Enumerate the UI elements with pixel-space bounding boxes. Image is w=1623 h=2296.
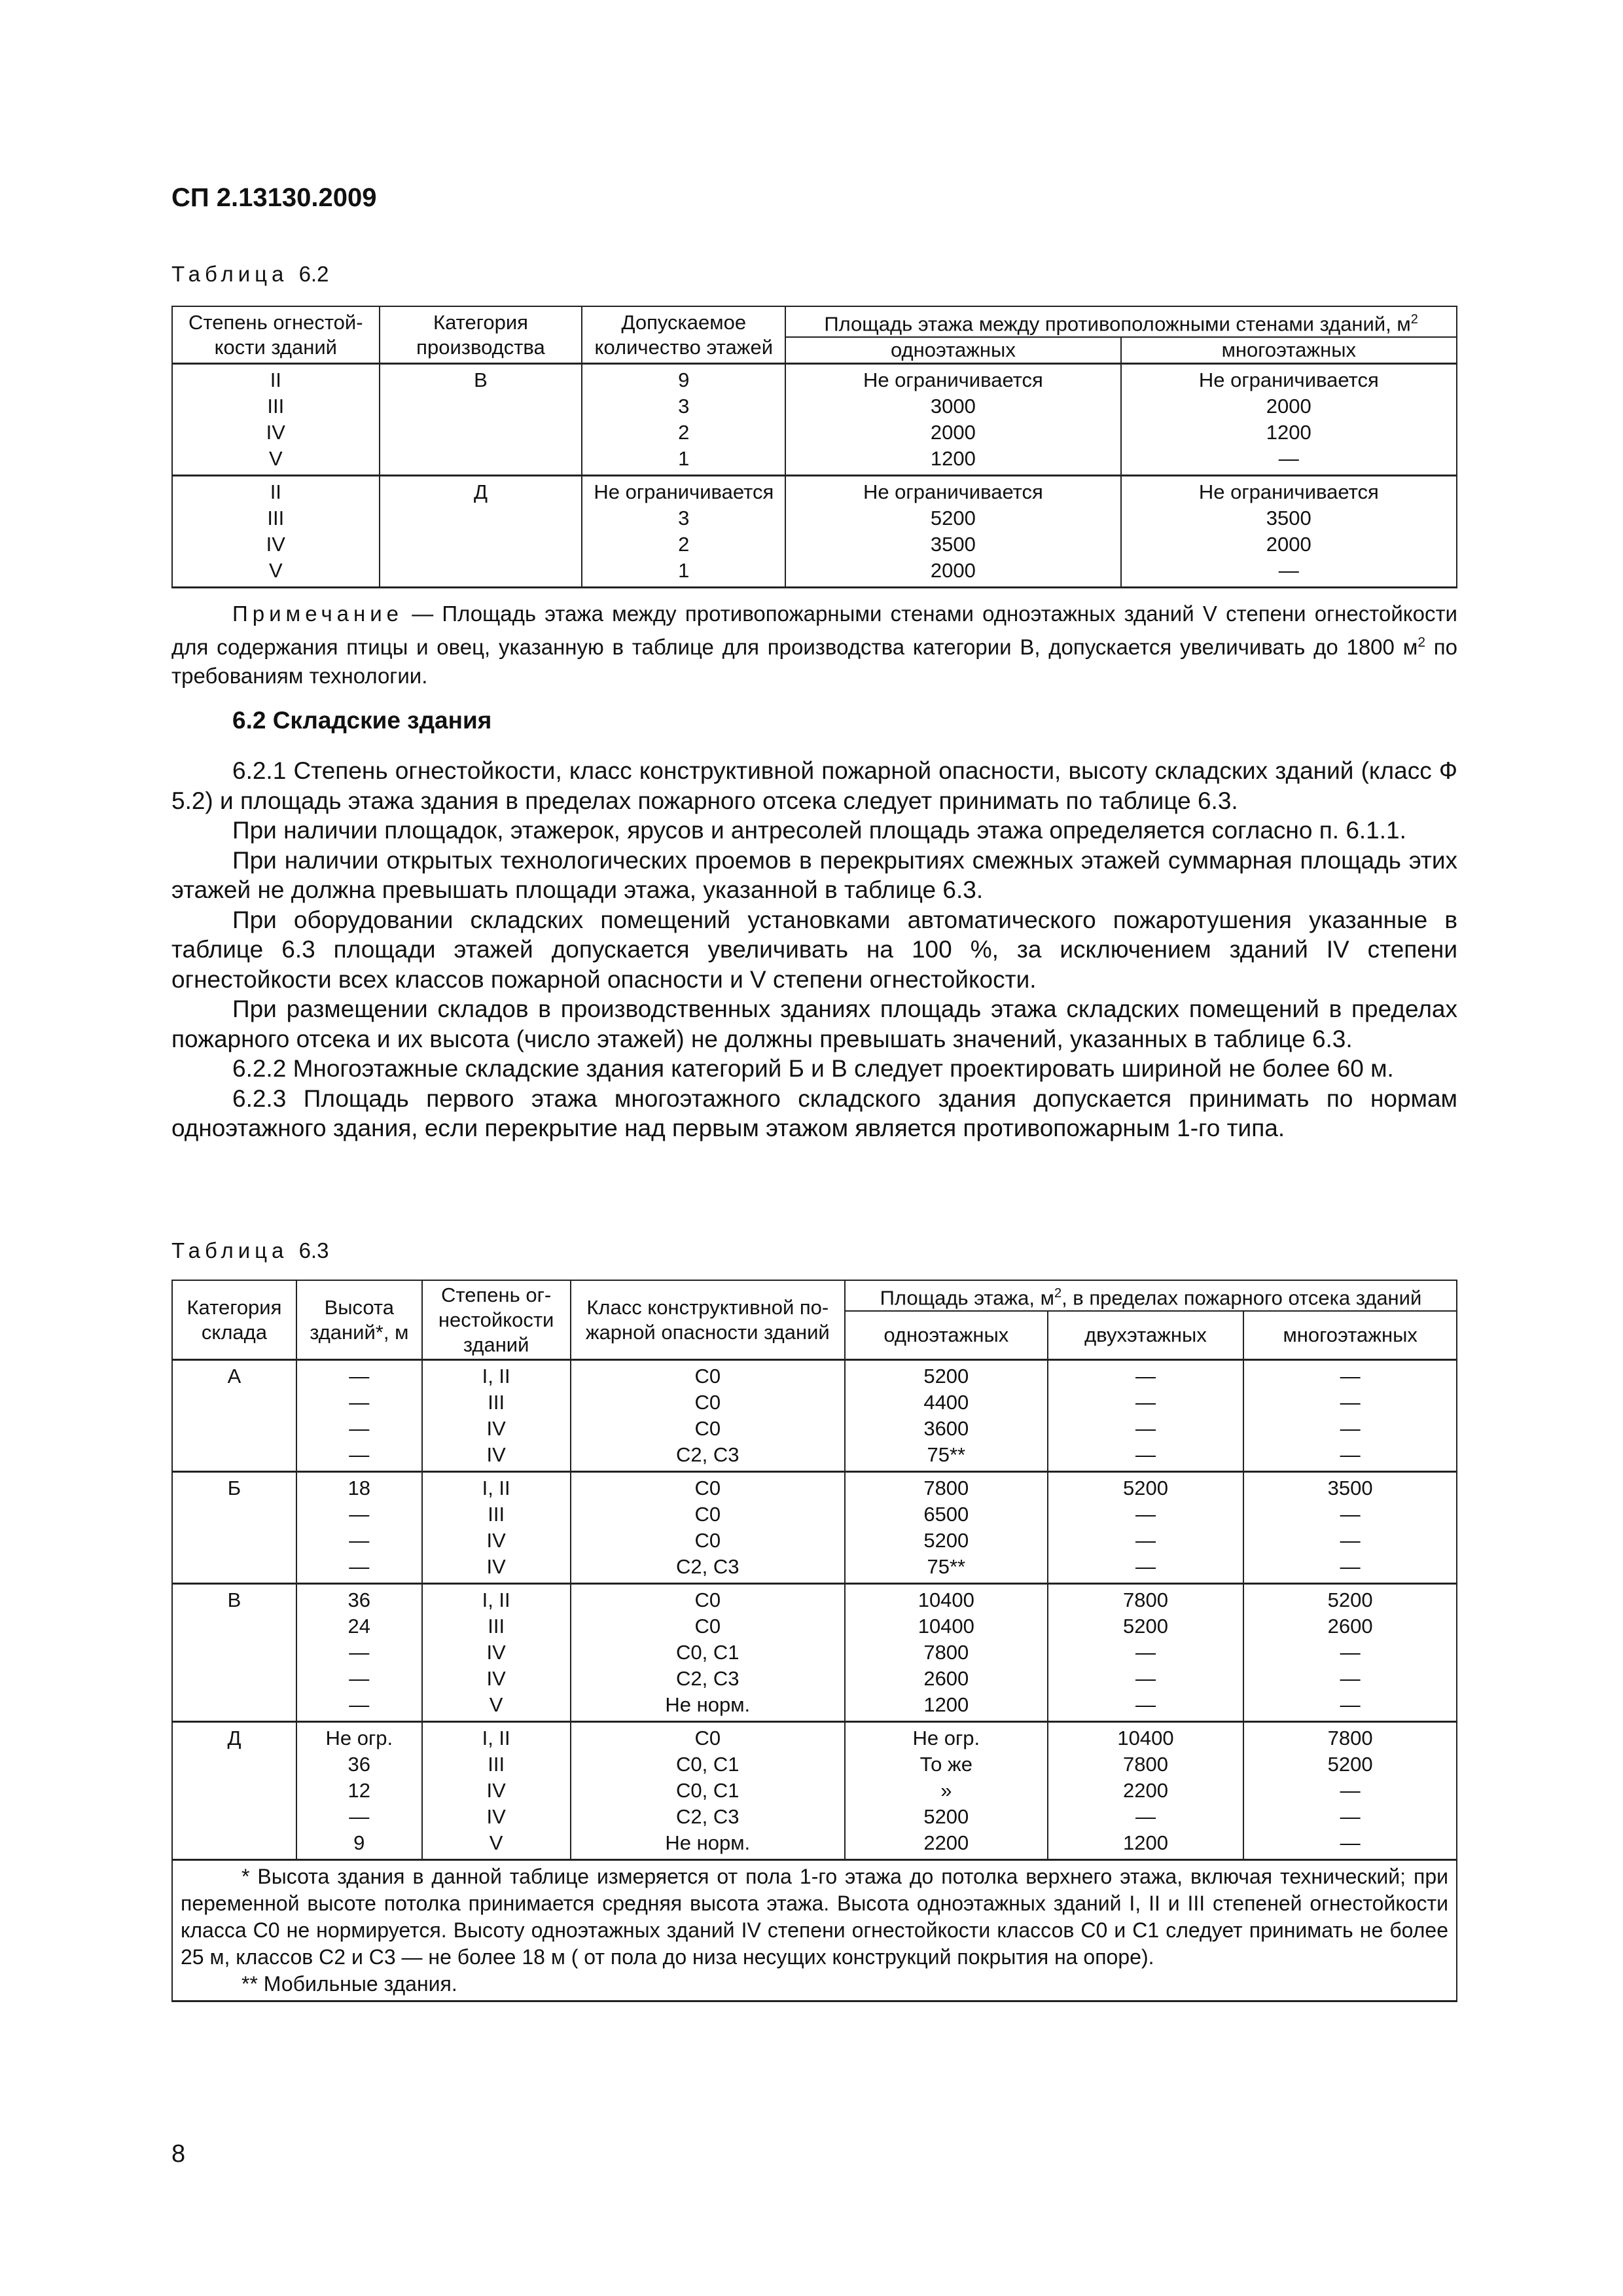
table-6-3: [171, 1280, 1457, 2002]
table-6-3-caption: [171, 1238, 329, 1263]
table-caption-number: 6.3: [298, 1238, 329, 1263]
header-floor-area-text: Площадь этажа между противоположными стенами зданий, м: [824, 312, 1411, 336]
cell-degrees: II III IV V: [172, 476, 380, 588]
cell-area-double: — — — —: [1048, 1360, 1244, 1472]
table-6-2-caption: [171, 262, 329, 287]
paragraph: 6.2.1 Степень огнестойкости, класс конструктивной пожарной опасности, высоту складских зданий (класс Ф 5.2) и площадь этажа здания в пределах пожарного отсека следует принимать по таблице 6.3.: [171, 757, 1457, 814]
header-single-storey: одноэтажных: [785, 337, 1120, 364]
paragraph: При наличии открытых технологических проемов в перекрытиях смежных этажей суммарная площадь этих этажей не должна превышать площади этажа, указанной в таблице 6.3.: [171, 846, 1457, 903]
section-heading: 6.2 Складские здания: [232, 707, 492, 734]
cell-area-single: 5200 4400 3600 75**: [845, 1360, 1048, 1472]
header-allowed-floors: Допускаемое количество этажей: [582, 306, 785, 364]
table-row: [172, 1472, 1457, 1584]
cell-class: С0 С0, С1 С0, С1 С2, С3 Не норм.: [571, 1722, 845, 1860]
table-row: [172, 1360, 1457, 1472]
cell-category: Д: [380, 476, 582, 588]
header-fire-resistance: Степень огнестой- кости зданий: [172, 306, 380, 364]
cell-degree: I, II III IV IV: [422, 1472, 571, 1584]
cell-area-single: 7800 6500 5200 75**: [845, 1472, 1048, 1584]
cell-area-multi: 5200 2600 — — —: [1243, 1584, 1457, 1722]
paragraph: 6.2.3 Площадь первого этажа многоэтажного складского здания допускается принимать по нормам одноэтажного здания, если перекрытие над первым этажом является противопожарным 1-го типа.: [171, 1085, 1457, 1141]
cell-area-multi: Не ограничивается 2000 1200 —: [1121, 364, 1457, 476]
cell-area-multi: Не ограничивается 3500 2000 —: [1121, 476, 1457, 588]
cell-height: 36 24 — — —: [296, 1584, 422, 1722]
header-multi-storey: многоэтажных: [1121, 337, 1457, 364]
header-multi-storey: многоэтажных: [1243, 1311, 1457, 1360]
table-row: [172, 364, 1457, 476]
note-label: Примечание: [232, 601, 404, 626]
cell-area-single: Не огр. То же » 5200 2200: [845, 1722, 1048, 1860]
cell-category: В: [172, 1584, 296, 1722]
note-tail: по требованиям технологии.: [171, 635, 1457, 688]
cell-category: А: [172, 1360, 296, 1472]
cell-degree: I, II III IV IV: [422, 1360, 571, 1472]
cell-class: С0 С0 С0 С2, С3: [571, 1360, 845, 1472]
note-text: — Площадь этажа между противопожарными стенами одноэтажных зданий V степени огнестойкости для содержания птицы и овец, указанную в таблице для производства категории В, допускается увеличивать до 1800 м: [171, 601, 1457, 659]
table-caption-label: Таблица: [171, 262, 289, 286]
cell-area-double: 7800 5200 — — —: [1048, 1584, 1244, 1722]
footnote-mobile: ** Мобильные здания.: [241, 1972, 457, 1996]
table-footnote-row: [172, 1860, 1457, 2001]
cell-degree: I, II III IV IV V: [422, 1722, 571, 1860]
cell-area-multi: 7800 5200 — — —: [1243, 1722, 1457, 1860]
cell-degree: I, II III IV IV V: [422, 1584, 571, 1722]
page-number: 8: [171, 2140, 186, 2168]
cell-height: Не огр. 36 12 — 9: [296, 1722, 422, 1860]
table-caption-label: Таблица: [171, 1238, 289, 1263]
cell-floors: Не ограничивается 3 2 1: [582, 476, 785, 588]
header-single-storey: одноэтажных: [845, 1311, 1048, 1360]
paragraph: При оборудовании складских помещений установками автоматического пожаротушения указанные в таблице 6.3 площади этажей допускается увеличивать на 100 %, за исключением зданий IV степени огнестойкости всех классов пожарной опасности и V степени огнестойкости.: [171, 906, 1457, 993]
paragraph: При размещении складов в производственных зданиях площадь этажа складских помещений в пределах пожарного отсека и их высота (число этажей) не должны превышать значений, указанных в таблице 6.3.: [171, 996, 1457, 1052]
note-sup: 2: [1418, 635, 1425, 650]
table-caption-number: 6.2: [298, 262, 329, 286]
cell-class: С0 С0 С0 С2, С3: [571, 1472, 845, 1584]
header-floor-area-sup: 2: [1054, 1286, 1062, 1300]
header-floor-area: [785, 306, 1457, 337]
table-row: [172, 1722, 1457, 1860]
document-code: СП 2.13130.2009: [171, 183, 377, 212]
header-building-height: Высота зданий*, м: [296, 1280, 422, 1360]
cell-category: В: [380, 364, 582, 476]
header-floor-area: [845, 1280, 1457, 1311]
cell-height: — — — —: [296, 1360, 422, 1472]
header-floor-area-text: Площадь этажа, м: [880, 1286, 1054, 1310]
cell-area-double: 10400 7800 2200 — 1200: [1048, 1722, 1244, 1860]
table-6-2-note: [171, 600, 1457, 691]
cell-height: 18 — — —: [296, 1472, 422, 1584]
cell-floors: 9 3 2 1: [582, 364, 785, 476]
header-two-storey: двухэтажных: [1048, 1311, 1244, 1360]
header-warehouse-category: Категория склада: [172, 1280, 296, 1360]
cell-area-single: Не ограничивается 5200 3500 2000: [785, 476, 1120, 588]
footnote-height: * Высота здания в данной таблице измеряется от пола 1-го этажа до потолка верхнего этажа, включая технический; при переменной высоте потолка принимается средняя высота этажа. Высота одноэтажных зданий I, II и III степеней огнестойкости класса С0 не нормируется. Высоту одноэтажных зданий IV степени огнестойкости классов С0 и С1 следует принимать не более 25 м, классов С2 и С3 — не более 18 м ( от пола до низа несущих конструкций покрытия на опоре).: [181, 1865, 1449, 1969]
table-footnotes: [172, 1860, 1457, 2001]
section-body: [171, 756, 1457, 1143]
header-floor-area-tail: , в пределах пожарного отсека зданий: [1061, 1286, 1422, 1310]
cell-area-double: 5200 — — —: [1048, 1472, 1244, 1584]
cell-area-single: 10400 10400 7800 2600 1200: [845, 1584, 1048, 1722]
cell-category: Б: [172, 1472, 296, 1584]
cell-class: С0 С0 С0, С1 С2, С3 Не норм.: [571, 1584, 845, 1722]
table-row: [172, 1584, 1457, 1722]
cell-category: Д: [172, 1722, 296, 1860]
cell-degrees: II III IV V: [172, 364, 380, 476]
header-floor-area-sup: 2: [1410, 312, 1418, 327]
cell-area-multi: — — — —: [1243, 1360, 1457, 1472]
paragraph: При наличии площадок, этажерок, ярусов и антресолей площадь этажа определяется согласно п. 6.1.1.: [232, 817, 1406, 844]
table-row: [172, 476, 1457, 588]
paragraph: 6.2.2 Многоэтажные складские здания категорий Б и В следует проектировать шириной не более 60 м.: [232, 1055, 1394, 1082]
header-fire-resistance: Степень ог- нестойкости зданий: [422, 1280, 571, 1360]
header-construction-class: Класс конструктивной по- жарной опасности зданий: [571, 1280, 845, 1360]
cell-area-multi: 3500 — — —: [1243, 1472, 1457, 1584]
cell-area-single: Не ограничивается 3000 2000 1200: [785, 364, 1120, 476]
header-production-category: Категория производства: [380, 306, 582, 364]
table-6-2: [171, 306, 1457, 588]
